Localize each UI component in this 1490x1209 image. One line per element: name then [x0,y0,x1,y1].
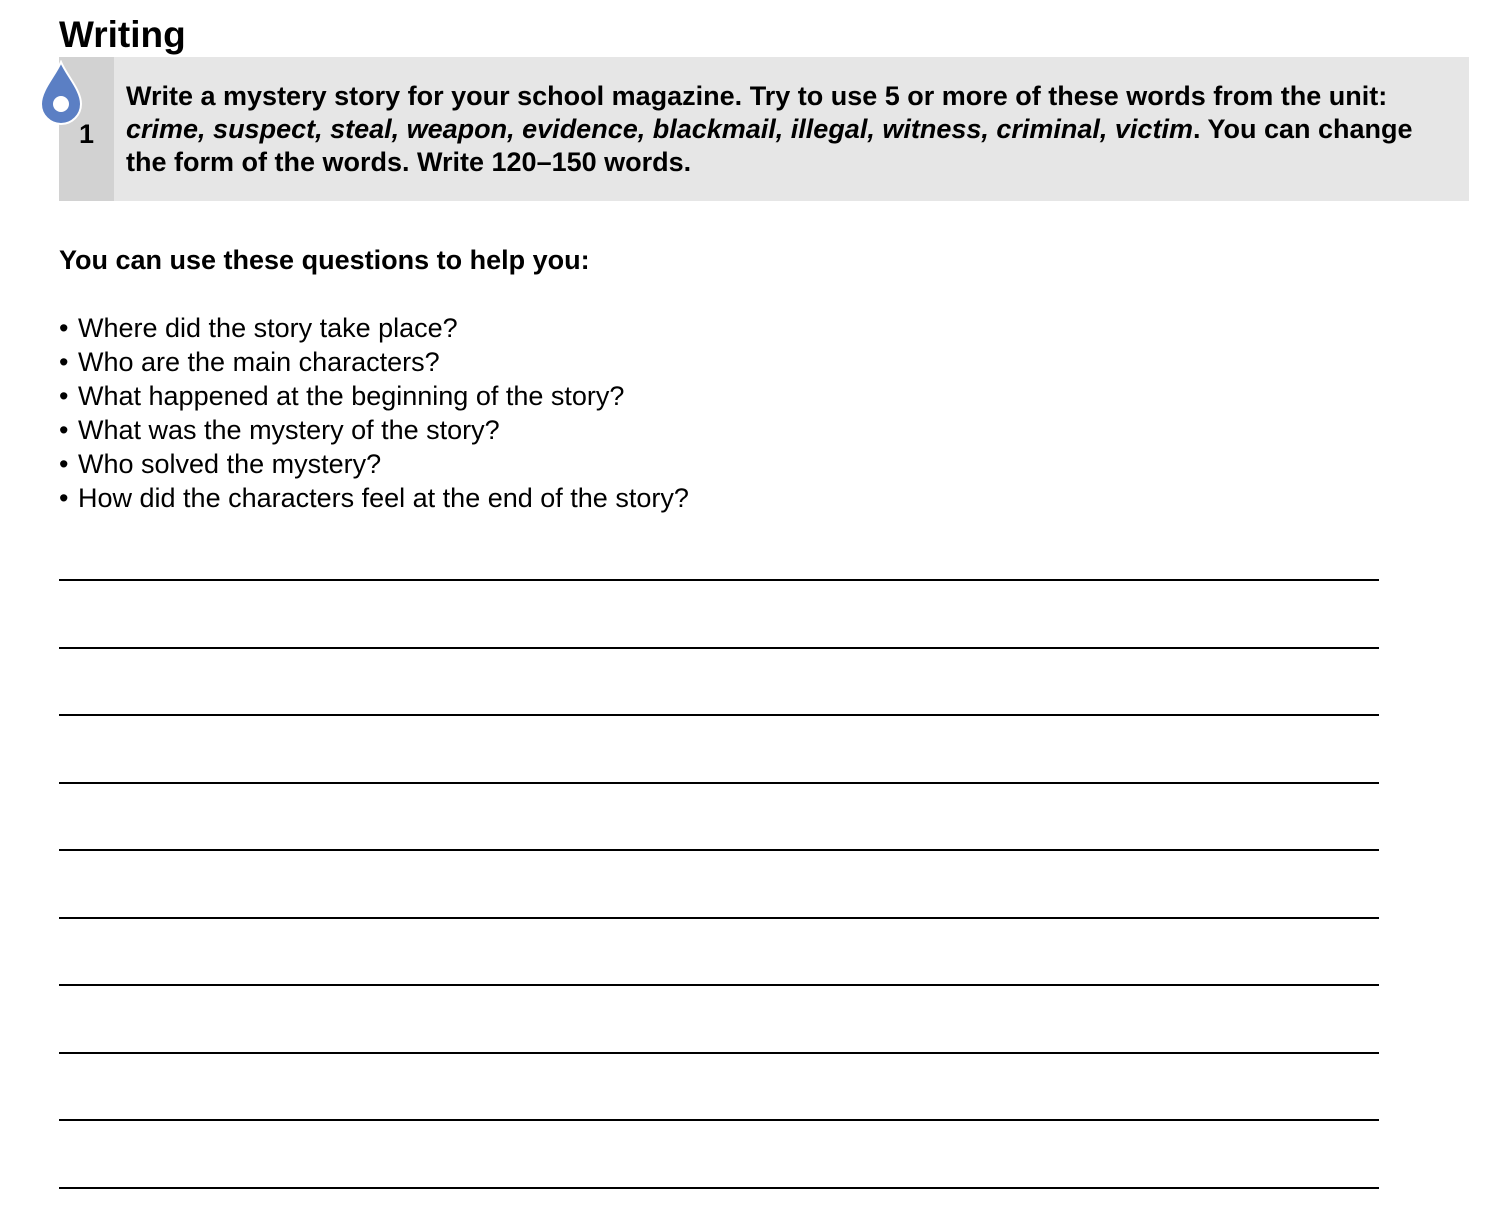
question-text: Who solved the mystery? [78,449,382,479]
question-item [59,345,689,379]
question-list [59,311,689,515]
task-number: 1 [78,119,95,149]
question-item [59,413,689,447]
question-text: Where did the story take place? [78,313,458,343]
answer-line [59,647,1379,649]
task-vocabulary: crime, suspect, steal, weapon, evidence, blackmail, illegal, witness, criminal, victim [126,114,1193,144]
help-heading: You can use these questions to help you: [59,245,590,275]
question-text: What happened at the beginning of the story? [78,381,625,411]
answer-line [59,984,1379,986]
answer-line [59,917,1379,919]
question-item [59,481,689,515]
drop-icon-dot [53,96,69,112]
bullet: • [59,347,69,377]
question-text: How did the characters feel at the end of the story? [78,483,689,513]
bullet: • [59,449,69,479]
drop-icon-shape [41,62,81,124]
answer-line [59,849,1379,851]
bullet: • [59,483,69,513]
question-text: What was the mystery of the story? [78,415,500,445]
answer-line [59,714,1379,716]
task-text-part2: . You can change the form of the words. Write 120–150 words. [126,114,1413,177]
question-item [59,379,689,413]
question-item [59,311,689,345]
answer-line [59,1052,1379,1054]
answer-line [59,579,1379,581]
bullet: • [59,381,69,411]
task-text-part1: Write a mystery story for your school magazine. Try to use 5 or more of these words from the unit: [126,81,1388,111]
answer-line [59,782,1379,784]
bullet: • [59,415,69,445]
bullet: • [59,313,69,343]
answer-line [59,1119,1379,1121]
question-text: Who are the main characters? [78,347,440,377]
answer-line [59,1187,1379,1189]
question-item [59,447,689,481]
page-title: Writing [59,14,186,55]
task-instructions [126,80,1446,179]
drop-icon [38,60,84,128]
